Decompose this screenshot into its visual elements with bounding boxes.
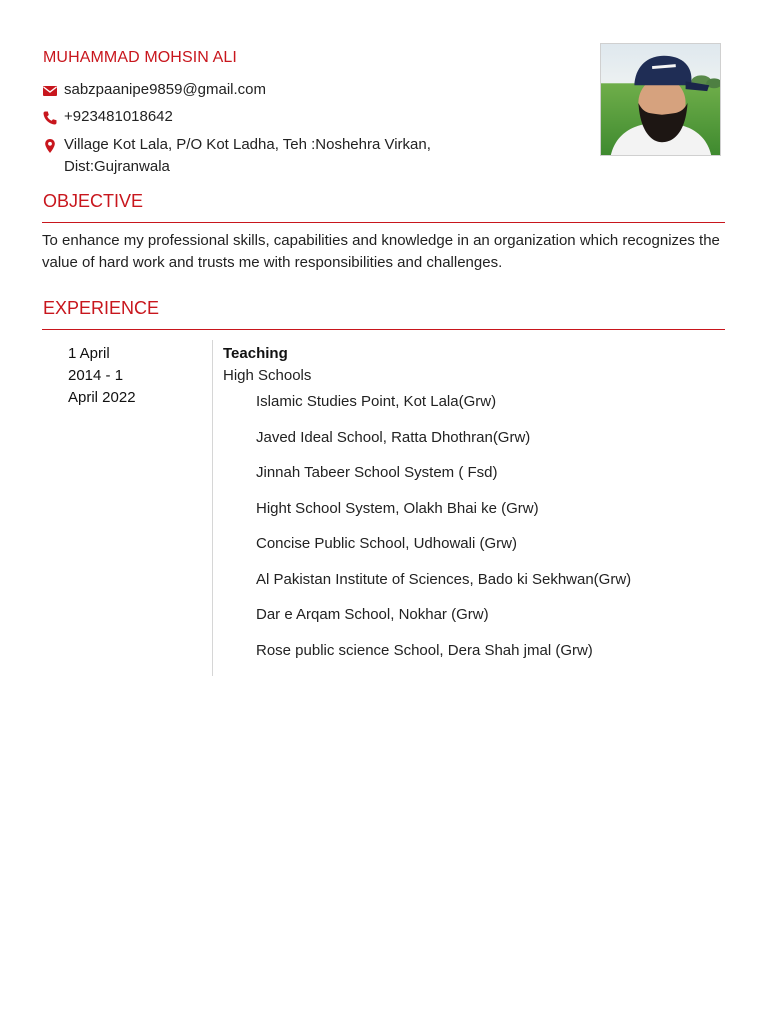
objective-text: To enhance my professional skills, capabilities and knowledge in an organization which recognizes the value of hard work and trusts me with responsibilities and challenges. [42, 232, 720, 271]
envelope-icon [42, 83, 58, 99]
objective-divider [42, 222, 725, 223]
school-item: Al Pakistan Institute of Sciences, Bado ki Sekhwan(Grw) [256, 570, 632, 588]
experience-date [68, 343, 158, 409]
date-line-3: April 2022 [68, 389, 136, 406]
email-text[interactable]: sabzpaanipe9859@gmail.com [64, 81, 267, 98]
address-line-2: Dist:Gujranwala [64, 158, 170, 175]
address-text [64, 134, 431, 178]
address-row [42, 137, 431, 178]
phone-icon [42, 110, 58, 126]
objective-heading: OBJECTIVE [43, 191, 144, 211]
school-item: Islamic Studies Point, Kot Lala(Grw) [256, 393, 497, 410]
experience-heading: EXPERIENCE [43, 298, 160, 318]
candidate-name: MUHAMMAD MOHSIN ALI [43, 49, 237, 66]
experience-column-divider [212, 340, 213, 676]
school-item: Concise Public School, Udhowali (Grw) [256, 535, 517, 552]
experience-organization: High Schools [223, 367, 312, 384]
phone-row [42, 109, 173, 128]
school-item: Javed Ideal School, Ratta Dhothran(Grw) [256, 428, 531, 446]
school-item: Rose public science School, Dera Shah jmal (Grw) [256, 641, 593, 659]
phone-text[interactable]: +923481018642 [64, 108, 173, 125]
school-item: Dar e Arqam School, Nokhar (Grw) [256, 606, 489, 623]
address-line-1: Village Kot Lala, P/O Kot Ladha, Teh :Noshehra Virkan, [64, 136, 431, 153]
email-row [42, 82, 266, 101]
school-item: Jinnah Tabeer School System ( Fsd) [256, 464, 498, 481]
experience-role: Teaching [223, 345, 288, 362]
date-line-1: 1 April [68, 345, 110, 362]
date-line-2: 2014 - 1 [68, 367, 124, 384]
profile-photo [600, 43, 721, 156]
school-item: Hight School System, Olakh Bhai ke (Grw) [256, 499, 539, 517]
experience-divider [42, 329, 725, 330]
map-pin-icon [42, 138, 58, 154]
school-list [256, 391, 631, 675]
